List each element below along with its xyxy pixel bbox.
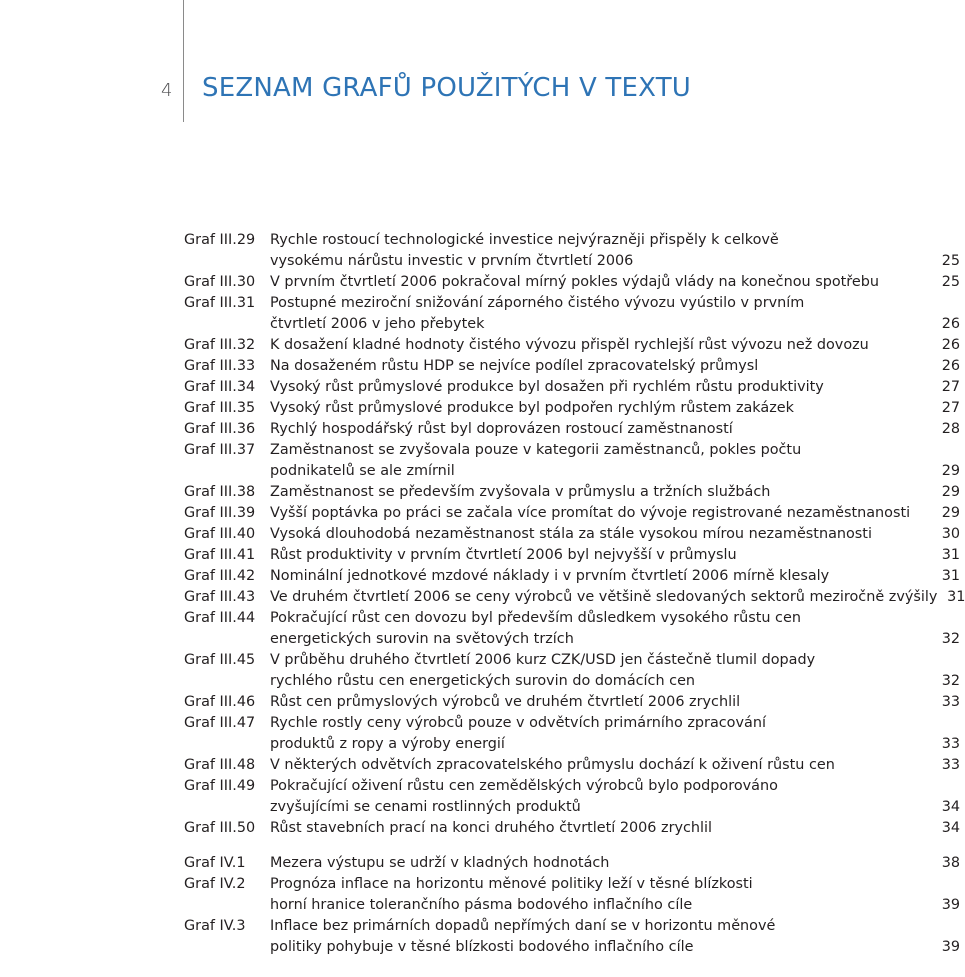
graph-label: Graf III.29 xyxy=(184,232,256,248)
graph-entry xyxy=(184,335,960,356)
graph-title-line xyxy=(270,818,960,839)
graph-label: Graf IV.1 xyxy=(184,855,246,871)
graph-title xyxy=(270,650,960,692)
graph-title-text: Ve druhém čtvrtletí 2006 se ceny výrobců ve většině sledovaných sektorů meziročně zvýšily xyxy=(270,589,938,605)
graph-title-text: Růst stavebních prací na konci druhého čtvrtletí 2006 zrychlil xyxy=(270,820,713,836)
graph-list xyxy=(184,230,965,958)
graph-title-line xyxy=(270,419,960,440)
graph-title-text: K dosažení kladné hodnoty čistého vývozu přispěl rychlejší růst vývozu než dovozu xyxy=(270,337,869,353)
graph-title-text: produktů z ropy a výroby energií xyxy=(270,736,505,752)
graph-list-section-iv xyxy=(184,853,960,958)
graph-label: Graf III.41 xyxy=(184,547,256,563)
graph-entry xyxy=(184,608,960,650)
graph-entry xyxy=(184,524,960,545)
graph-entry xyxy=(184,377,960,398)
graph-title xyxy=(270,482,960,503)
graph-entry xyxy=(184,272,960,293)
graph-title-line xyxy=(270,293,960,314)
graph-title-text: energetických surovin na světových trzích xyxy=(270,631,574,647)
graph-title-text: Rychle rostoucí technologické investice nejvýrazněji přispěly k celkově xyxy=(270,232,779,248)
page-number: 33 xyxy=(941,694,960,710)
page-number: 26 xyxy=(941,316,960,332)
graph-title-text: Vysoký růst průmyslové produkce byl podpořen rychlým růstem zakázek xyxy=(270,400,794,416)
graph-title xyxy=(270,356,960,377)
graph-label: Graf III.48 xyxy=(184,757,256,773)
graph-label: Graf IV.3 xyxy=(184,918,246,934)
graph-title-line xyxy=(270,272,960,293)
page-number: 38 xyxy=(941,855,960,871)
graph-title xyxy=(270,713,960,755)
graph-title-text: Pokračující oživení růstu cen zemědělských výrobců bylo podporováno xyxy=(270,778,778,794)
page-number: 33 xyxy=(941,736,960,752)
graph-title-line xyxy=(270,776,960,797)
graph-label: Graf III.45 xyxy=(184,652,256,668)
graph-title-text: Vysoký růst průmyslové produkce byl dosažen při rychlém růstu produktivity xyxy=(270,379,824,395)
graph-entry xyxy=(184,818,960,839)
graph-title-line xyxy=(270,377,960,398)
graph-entry xyxy=(184,916,960,958)
graph-entry xyxy=(184,545,960,566)
graph-entry xyxy=(184,419,960,440)
graph-title-line xyxy=(270,734,960,755)
graph-entry xyxy=(184,713,960,755)
graph-title xyxy=(270,587,965,608)
graph-title-text: Nominální jednotkové mzdové náklady i v prvním čtvrtletí 2006 mírně klesaly xyxy=(270,568,830,584)
graph-label: Graf III.47 xyxy=(184,715,256,731)
graph-title-line xyxy=(270,916,960,937)
graph-title-line xyxy=(270,608,960,629)
graph-label: Graf IV.2 xyxy=(184,876,246,892)
graph-entry xyxy=(184,293,960,335)
graph-title xyxy=(270,293,960,335)
page-number: 27 xyxy=(941,400,960,416)
graph-label: Graf III.34 xyxy=(184,379,256,395)
page-number: 25 xyxy=(941,274,960,290)
graph-entry xyxy=(184,398,960,419)
graph-title-line xyxy=(270,755,960,776)
graph-title-line xyxy=(270,629,960,650)
page-number: 25 xyxy=(941,253,960,269)
page-number: 27 xyxy=(941,379,960,395)
graph-title-line xyxy=(270,566,960,587)
graph-entry xyxy=(184,230,960,272)
graph-title-text: rychlého růstu cen energetických surovin do domácích cen xyxy=(270,673,696,689)
page-number: 33 xyxy=(941,757,960,773)
graph-label: Graf III.36 xyxy=(184,421,256,437)
graph-entry xyxy=(184,692,960,713)
graph-title-text: podnikatelů se ale zmírnil xyxy=(270,463,455,479)
graph-list-section-iii xyxy=(184,230,965,839)
graph-label: Graf III.38 xyxy=(184,484,256,500)
page-number: 29 xyxy=(941,505,960,521)
header-divider-line xyxy=(183,0,184,122)
graph-entry xyxy=(184,503,960,524)
graph-entry xyxy=(184,482,960,503)
graph-title-text: V prvním čtvrtletí 2006 pokračoval mírný pokles výdajů vlády na konečnou spotřebu xyxy=(270,274,879,290)
graph-title-text: Růst cen průmyslových výrobců ve druhém čtvrtletí 2006 zrychlil xyxy=(270,694,741,710)
graph-title-line xyxy=(270,874,960,895)
graph-label: Graf III.40 xyxy=(184,526,256,542)
graph-title-line xyxy=(270,482,960,503)
graph-title xyxy=(270,377,960,398)
graph-title-text: vysokému nárůstu investic v prvním čtvrtletí 2006 xyxy=(270,253,634,269)
graph-title-text: Zaměstnanost se zvyšovala pouze v kategorii zaměstnanců, pokles počtu xyxy=(270,442,802,458)
graph-label: Graf III.30 xyxy=(184,274,256,290)
graph-title-line xyxy=(270,230,960,251)
graph-entry xyxy=(184,356,960,377)
graph-label: Graf III.33 xyxy=(184,358,256,374)
graph-title-text: horní hranice tolerančního pásma bodového inflačního cíle xyxy=(270,897,693,913)
graph-title-text: Růst produktivity v prvním čtvrtletí 2006 byl nejvyšší v průmyslu xyxy=(270,547,737,563)
graph-label: Graf III.42 xyxy=(184,568,256,584)
graph-title xyxy=(270,566,960,587)
graph-title xyxy=(270,776,960,818)
graph-title xyxy=(270,916,960,958)
graph-title-text: Mezera výstupu se udrží v kladných hodnotách xyxy=(270,855,610,871)
page-number: 31 xyxy=(941,568,960,584)
graph-title-text: Vysoká dlouhodobá nezaměstnanost stála za stále vysokou mírou nezaměstnanosti xyxy=(270,526,872,542)
graph-title-text: zvyšujícími se cenami rostlinných produktů xyxy=(270,799,581,815)
graph-title-line xyxy=(270,440,960,461)
chapter-number: 4 xyxy=(161,80,173,101)
graph-title-line xyxy=(270,251,960,272)
graph-title xyxy=(270,874,960,916)
graph-title xyxy=(270,853,960,874)
graph-title xyxy=(270,419,960,440)
graph-title-line xyxy=(270,853,960,874)
graph-label: Graf III.31 xyxy=(184,295,256,311)
graph-title xyxy=(270,230,960,272)
graph-title-line xyxy=(270,461,960,482)
graph-title-text: politiky pohybuje v těsné blízkosti bodového inflačního cíle xyxy=(270,939,694,955)
graph-title-line xyxy=(270,356,960,377)
graph-label: Graf III.49 xyxy=(184,778,256,794)
graph-title-text: V průběhu druhého čtvrtletí 2006 kurz CZK/USD jen částečně tlumil dopady xyxy=(270,652,816,668)
graph-title-line xyxy=(270,937,960,958)
graph-title xyxy=(270,755,960,776)
graph-title-line xyxy=(270,398,960,419)
section-gap xyxy=(184,839,960,853)
graph-title-text: Rychlý hospodářský růst byl doprovázen rostoucí zaměstnaností xyxy=(270,421,733,437)
graph-title-line xyxy=(270,713,960,734)
graph-title xyxy=(270,398,960,419)
page-number: 39 xyxy=(941,897,960,913)
graph-title-text: Postupné meziroční snižování záporného čistého vývozu vyústilo v prvním xyxy=(270,295,805,311)
graph-title-line xyxy=(270,503,960,524)
graph-title-text: Pokračující růst cen dovozu byl především důsledkem vysokého růstu cen xyxy=(270,610,801,626)
graph-entry xyxy=(184,440,960,482)
graph-title xyxy=(270,524,960,545)
page-number: 29 xyxy=(941,484,960,500)
graph-title-line xyxy=(270,335,960,356)
graph-title-text: Rychle rostly ceny výrobců pouze v odvětvích primárního zpracování xyxy=(270,715,766,731)
page-number: 29 xyxy=(941,463,960,479)
graph-entry xyxy=(184,776,960,818)
graph-title-line xyxy=(270,895,960,916)
graph-title-text: Na dosaženém růstu HDP se nejvíce podílel zpracovatelský průmysl xyxy=(270,358,759,374)
page-number: 32 xyxy=(941,631,960,647)
graph-title-line xyxy=(270,545,960,566)
graph-label: Graf III.50 xyxy=(184,820,256,836)
page-number: 32 xyxy=(941,673,960,689)
graph-title xyxy=(270,440,960,482)
graph-title-line xyxy=(270,587,965,608)
page-number: 26 xyxy=(941,358,960,374)
graph-title-text: Prognóza inflace na horizontu měnové politiky leží v těsné blízkosti xyxy=(270,876,753,892)
graph-entry xyxy=(184,587,965,608)
graph-title xyxy=(270,545,960,566)
graph-title xyxy=(270,608,960,650)
page-number: 34 xyxy=(941,820,960,836)
graph-title xyxy=(270,692,960,713)
graph-label: Graf III.46 xyxy=(184,694,256,710)
graph-entry xyxy=(184,755,960,776)
graph-entry xyxy=(184,650,960,692)
graph-title-text: V některých odvětvích zpracovatelského průmyslu dochází k oživení růstu cen xyxy=(270,757,835,773)
graph-title-text: čtvrtletí 2006 v jeho přebytek xyxy=(270,316,485,332)
graph-title-line xyxy=(270,797,960,818)
graph-label: Graf III.37 xyxy=(184,442,256,458)
page-number: 31 xyxy=(941,547,960,563)
graph-title xyxy=(270,503,960,524)
page-number: 34 xyxy=(941,799,960,815)
graph-title-text: Zaměstnanost se především zvyšovala v průmyslu a tržních službách xyxy=(270,484,771,500)
graph-label: Graf III.35 xyxy=(184,400,256,416)
graph-title-line xyxy=(270,314,960,335)
graph-title-line xyxy=(270,650,960,671)
graph-entry xyxy=(184,853,960,874)
graph-title-line xyxy=(270,671,960,692)
graph-title-text: Inflace bez primárních dopadů nepřímých daní se v horizontu měnové xyxy=(270,918,776,934)
graph-label: Graf III.32 xyxy=(184,337,256,353)
graph-title xyxy=(270,272,960,293)
graph-title-line xyxy=(270,524,960,545)
graph-label: Graf III.44 xyxy=(184,610,256,626)
graph-label: Graf III.43 xyxy=(184,589,256,605)
graph-label: Graf III.39 xyxy=(184,505,256,521)
page-number: 30 xyxy=(941,526,960,542)
page-number: 31 xyxy=(947,589,965,605)
page-number: 28 xyxy=(941,421,960,437)
graph-title-text: Vyšší poptávka po práci se začala více promítat do vývoje registrované nezaměstnanosti xyxy=(270,505,911,521)
graph-title-line xyxy=(270,692,960,713)
graph-entry xyxy=(184,566,960,587)
graph-title xyxy=(270,335,960,356)
page-number: 39 xyxy=(941,939,960,955)
page-number: 26 xyxy=(941,337,960,353)
graph-title xyxy=(270,818,960,839)
chapter-title: SEZNAM GRAFŮ POUŽITÝCH V TEXTU xyxy=(202,73,692,103)
graph-entry xyxy=(184,874,960,916)
